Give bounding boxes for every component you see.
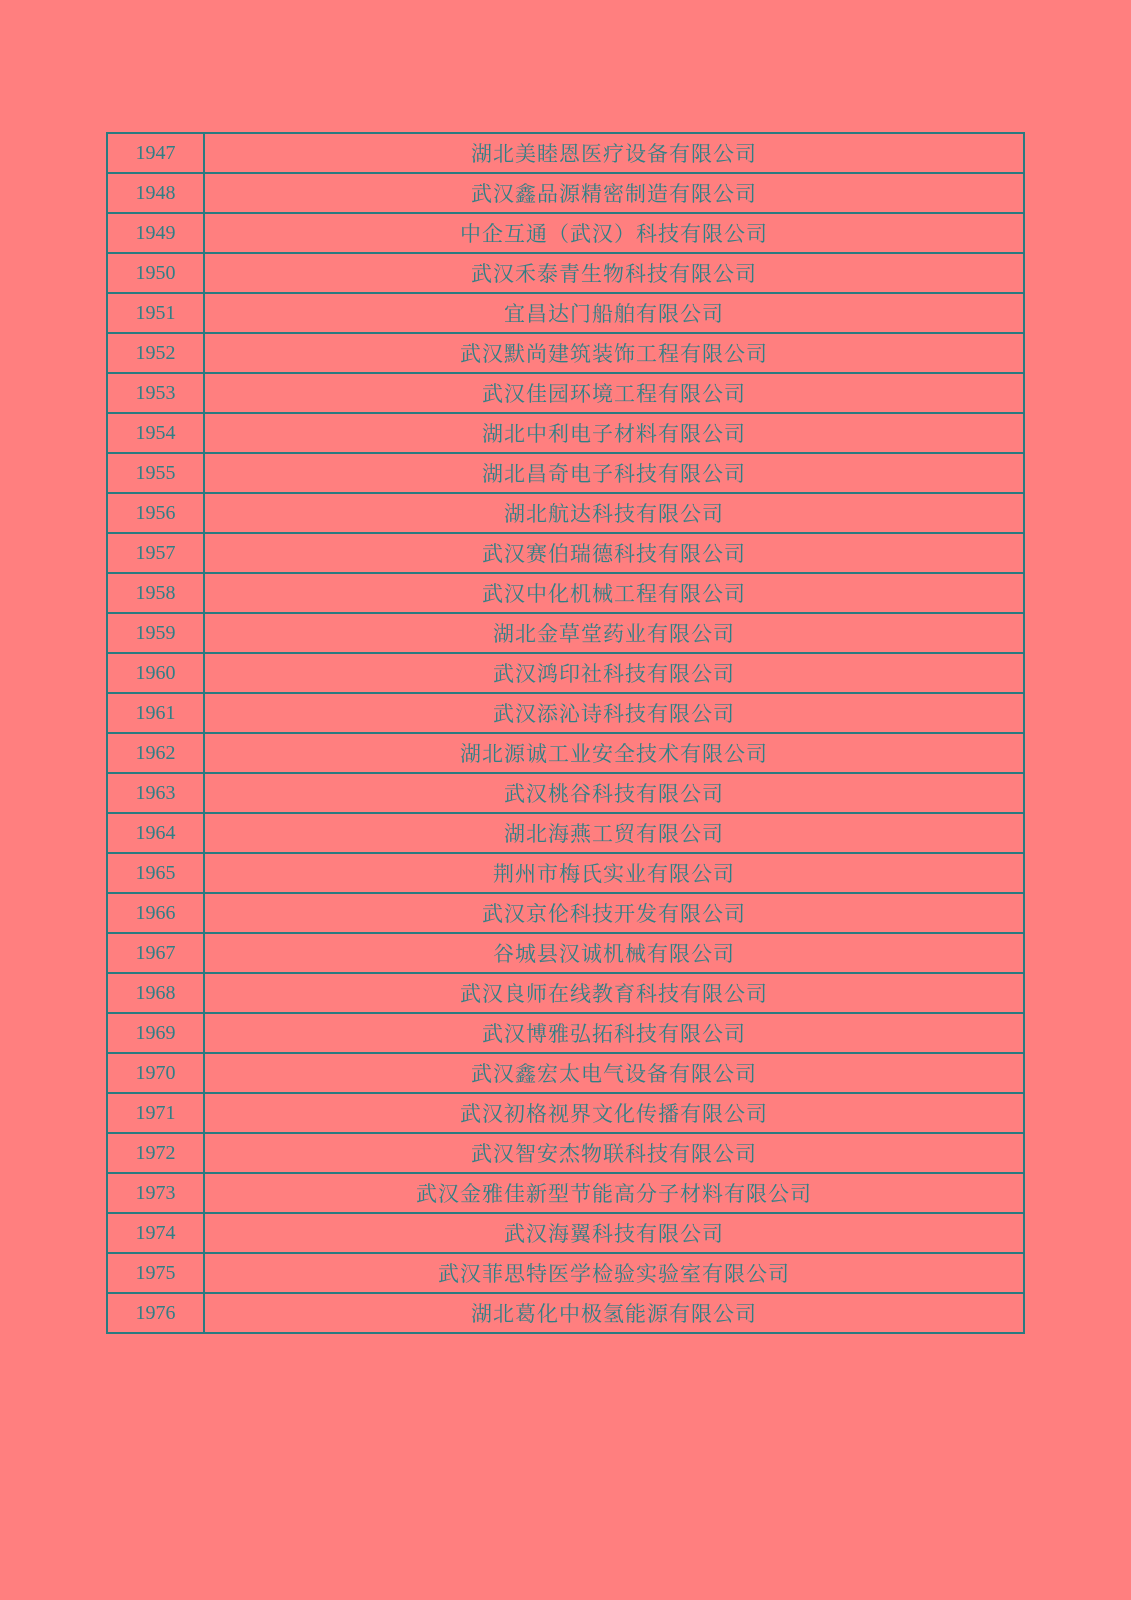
table-row — [107, 613, 1024, 653]
company-name: 武汉默尚建筑装饰工程有限公司 — [204, 333, 1024, 373]
table-row — [107, 533, 1024, 573]
row-number: 1956 — [107, 493, 204, 533]
company-name: 宜昌达门船舶有限公司 — [204, 293, 1024, 333]
row-number: 1963 — [107, 773, 204, 813]
company-name: 武汉京伦科技开发有限公司 — [204, 893, 1024, 933]
row-number: 1970 — [107, 1053, 204, 1093]
table-row — [107, 933, 1024, 973]
row-number: 1951 — [107, 293, 204, 333]
row-number: 1957 — [107, 533, 204, 573]
table-row — [107, 133, 1024, 173]
company-name: 武汉赛伯瑞德科技有限公司 — [204, 533, 1024, 573]
row-number: 1971 — [107, 1093, 204, 1133]
company-name: 湖北海燕工贸有限公司 — [204, 813, 1024, 853]
row-number: 1966 — [107, 893, 204, 933]
row-number: 1976 — [107, 1293, 204, 1333]
company-name: 荆州市梅氏实业有限公司 — [204, 853, 1024, 893]
row-number: 1959 — [107, 613, 204, 653]
row-number: 1968 — [107, 973, 204, 1013]
company-name: 湖北昌奇电子科技有限公司 — [204, 453, 1024, 493]
company-name: 武汉鑫品源精密制造有限公司 — [204, 173, 1024, 213]
table-row — [107, 493, 1024, 533]
company-name: 湖北葛化中极氢能源有限公司 — [204, 1293, 1024, 1333]
company-name: 中企互通（武汉）科技有限公司 — [204, 213, 1024, 253]
company-name: 武汉金雅佳新型节能高分子材料有限公司 — [204, 1173, 1024, 1213]
company-name: 湖北源诚工业安全技术有限公司 — [204, 733, 1024, 773]
table-row — [107, 653, 1024, 693]
table-row — [107, 1253, 1024, 1293]
row-number: 1972 — [107, 1133, 204, 1173]
table-row — [107, 1013, 1024, 1053]
company-name: 湖北中利电子材料有限公司 — [204, 413, 1024, 453]
table-row — [107, 1173, 1024, 1213]
company-name: 武汉鸿印社科技有限公司 — [204, 653, 1024, 693]
company-name: 武汉博雅弘拓科技有限公司 — [204, 1013, 1024, 1053]
row-number: 1954 — [107, 413, 204, 453]
row-number: 1950 — [107, 253, 204, 293]
row-number: 1962 — [107, 733, 204, 773]
table-row — [107, 413, 1024, 453]
table-row — [107, 173, 1024, 213]
table-row — [107, 293, 1024, 333]
company-name: 武汉中化机械工程有限公司 — [204, 573, 1024, 613]
company-name: 湖北金草堂药业有限公司 — [204, 613, 1024, 653]
table-row — [107, 1213, 1024, 1253]
row-number: 1967 — [107, 933, 204, 973]
table-body — [107, 133, 1024, 1333]
table-row — [107, 733, 1024, 773]
company-name: 武汉初格视界文化传播有限公司 — [204, 1093, 1024, 1133]
company-name: 武汉海翼科技有限公司 — [204, 1213, 1024, 1253]
row-number: 1965 — [107, 853, 204, 893]
table-row — [107, 373, 1024, 413]
table-row — [107, 253, 1024, 293]
row-number: 1947 — [107, 133, 204, 173]
row-number: 1974 — [107, 1213, 204, 1253]
table-row — [107, 573, 1024, 613]
table-row — [107, 773, 1024, 813]
company-name: 湖北美睦恩医疗设备有限公司 — [204, 133, 1024, 173]
row-number: 1964 — [107, 813, 204, 853]
company-name: 武汉佳园环境工程有限公司 — [204, 373, 1024, 413]
table-row — [107, 213, 1024, 253]
row-number: 1952 — [107, 333, 204, 373]
row-number: 1953 — [107, 373, 204, 413]
company-name: 武汉添沁诗科技有限公司 — [204, 693, 1024, 733]
table-row — [107, 893, 1024, 933]
row-number: 1961 — [107, 693, 204, 733]
row-number: 1955 — [107, 453, 204, 493]
row-number: 1969 — [107, 1013, 204, 1053]
table-row — [107, 813, 1024, 853]
company-name: 武汉良师在线教育科技有限公司 — [204, 973, 1024, 1013]
row-number: 1949 — [107, 213, 204, 253]
company-name: 武汉鑫宏太电气设备有限公司 — [204, 1053, 1024, 1093]
row-number: 1958 — [107, 573, 204, 613]
company-name: 谷城县汉诚机械有限公司 — [204, 933, 1024, 973]
table-row — [107, 1133, 1024, 1173]
row-number: 1973 — [107, 1173, 204, 1213]
table-row — [107, 1093, 1024, 1133]
company-name: 武汉禾泰青生物科技有限公司 — [204, 253, 1024, 293]
table-row — [107, 1053, 1024, 1093]
table-row — [107, 853, 1024, 893]
company-name: 武汉智安杰物联科技有限公司 — [204, 1133, 1024, 1173]
company-name: 武汉菲思特医学检验实验室有限公司 — [204, 1253, 1024, 1293]
row-number: 1948 — [107, 173, 204, 213]
table-row — [107, 333, 1024, 373]
table-row — [107, 1293, 1024, 1333]
company-name: 武汉桃谷科技有限公司 — [204, 773, 1024, 813]
table-row — [107, 973, 1024, 1013]
company-name: 湖北航达科技有限公司 — [204, 493, 1024, 533]
table-row — [107, 453, 1024, 493]
row-number: 1960 — [107, 653, 204, 693]
row-number: 1975 — [107, 1253, 204, 1293]
table-row — [107, 693, 1024, 733]
company-table — [106, 132, 1025, 1334]
